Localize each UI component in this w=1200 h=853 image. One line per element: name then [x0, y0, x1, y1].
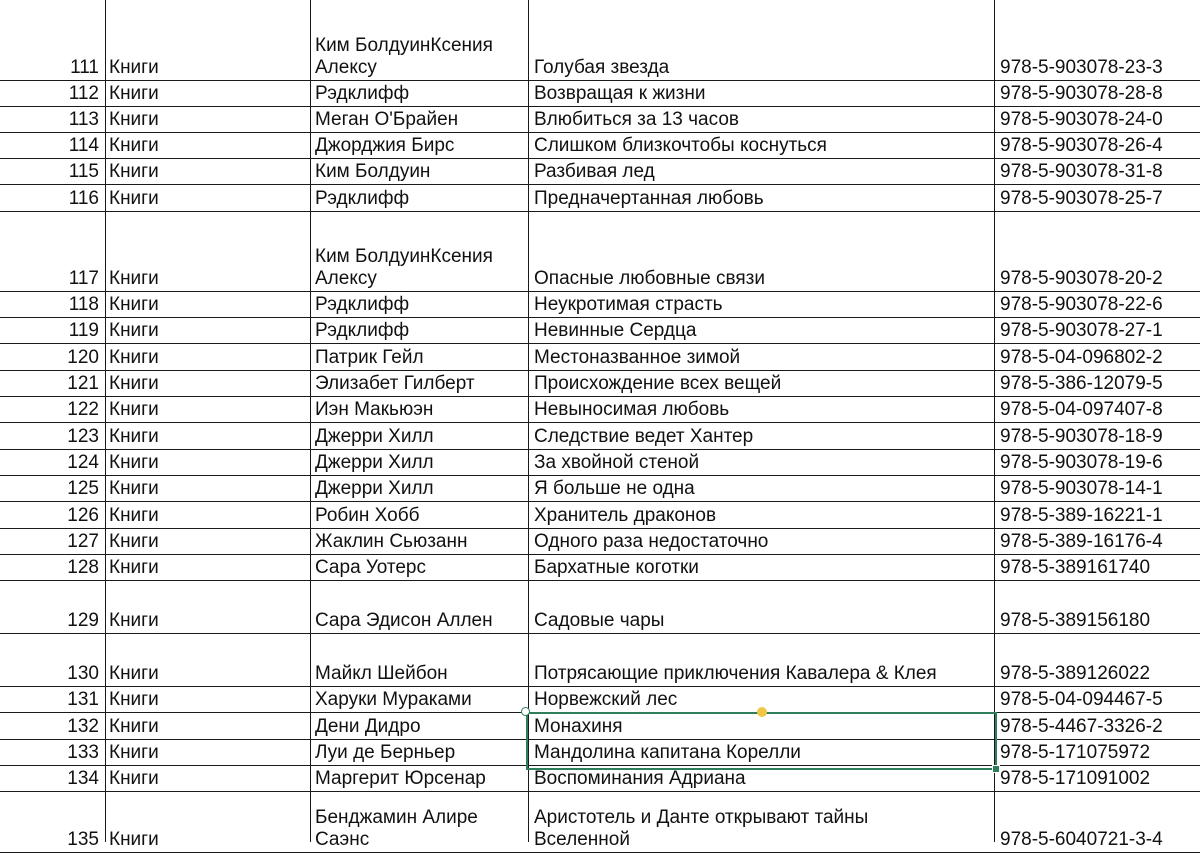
table-row	[0, 81, 1200, 107]
table-row	[0, 555, 1200, 581]
title-cell-line: Аристотель и Данте открывают тайны	[534, 807, 869, 828]
category-cell[interactable]: Книги	[109, 294, 159, 315]
table-row	[0, 185, 1200, 212]
table-row	[0, 344, 1200, 371]
author-cell[interactable]	[310, 397, 528, 422]
category-cell[interactable]: Книги	[109, 610, 159, 631]
title-cell[interactable]	[528, 371, 994, 396]
row-number-cell[interactable]: 123	[67, 426, 99, 447]
row-number-cell[interactable]: 120	[67, 347, 99, 368]
title-cell-line: Вселенной	[534, 829, 630, 850]
row-number-cell[interactable]: 115	[68, 161, 99, 182]
title-cell[interactable]	[528, 159, 994, 184]
title-cell[interactable]	[528, 450, 994, 475]
author-cell[interactable]	[310, 0, 528, 80]
title-cell-line: Влюбиться за 13 часов	[534, 109, 739, 130]
category-cell[interactable]: Книги	[109, 399, 159, 420]
author-cell-line: Луи де Берньер	[315, 742, 456, 763]
author-cell[interactable]	[310, 581, 528, 633]
author-cell-line: Джорджия Бирс	[315, 135, 455, 156]
title-cell-line: Норвежский лес	[534, 689, 678, 710]
isbn-cell[interactable]: 978-5-04-094467-5	[1000, 689, 1163, 710]
title-cell[interactable]	[528, 502, 994, 528]
isbn-cell[interactable]: 978-5-903078-24-0	[1000, 109, 1163, 130]
author-cell-line: Рэдклифф	[315, 188, 410, 209]
table-row	[0, 529, 1200, 555]
title-cell[interactable]	[528, 476, 994, 501]
author-cell[interactable]	[310, 318, 528, 343]
title-cell[interactable]	[528, 555, 994, 580]
table-row	[0, 159, 1200, 185]
category-cell[interactable]: Книги	[109, 557, 159, 578]
author-cell[interactable]	[310, 766, 528, 791]
title-cell-line: Слишком близкочтобы коснуться	[534, 135, 827, 156]
author-cell[interactable]	[310, 476, 528, 501]
column-divider	[105, 0, 106, 842]
title-cell-line: Одного раза недостаточно	[534, 531, 769, 552]
row-number-cell[interactable]: 125	[67, 478, 99, 499]
isbn-cell[interactable]: 978-5-389-16176-4	[1000, 531, 1163, 552]
author-cell-line: Ким Болдуин	[315, 161, 431, 182]
title-cell-line: Происхождение всех вещей	[534, 373, 782, 394]
author-cell[interactable]	[310, 792, 528, 852]
author-cell-line: Жаклин Сьюзанн	[315, 531, 468, 552]
row-number-cell[interactable]: 127	[67, 531, 99, 552]
author-cell[interactable]	[310, 423, 528, 449]
isbn-cell[interactable]: 978-5-386-12079-5	[1000, 373, 1163, 394]
table-row	[0, 687, 1200, 713]
author-cell[interactable]	[310, 107, 528, 132]
row-number-cell[interactable]: 113	[68, 109, 99, 130]
title-cell[interactable]	[528, 344, 994, 370]
table-row	[0, 423, 1200, 450]
column-divider	[310, 0, 311, 842]
isbn-cell[interactable]: 978-5-903078-14-1	[1000, 478, 1163, 499]
table-row	[0, 397, 1200, 423]
category-cell[interactable]: Книги	[109, 161, 159, 182]
title-cell-line: Возвращая к жизни	[534, 83, 706, 104]
author-cell-line: Майкл Шейбон	[315, 663, 448, 684]
category-cell[interactable]: Книги	[109, 188, 159, 209]
category-cell[interactable]: Книги	[109, 663, 159, 684]
author-cell-line: Патрик Гейл	[315, 347, 424, 368]
author-cell-line: Дени Дидро	[315, 716, 421, 737]
isbn-cell[interactable]: 978-5-903078-18-9	[1000, 426, 1163, 447]
row-number-cell[interactable]: 111	[70, 57, 99, 78]
title-cell-line: Хранитель драконов	[534, 505, 717, 526]
isbn-cell[interactable]: 978-5-04-096802-2	[1000, 347, 1163, 368]
row-number-cell[interactable]: 117	[68, 268, 99, 289]
row-number-cell[interactable]: 132	[67, 716, 99, 737]
row-number-cell[interactable]: 134	[67, 768, 99, 789]
title-cell[interactable]	[528, 792, 994, 852]
title-cell-line: Голубая звезда	[534, 57, 670, 78]
row-number-cell[interactable]: 119	[68, 320, 99, 341]
title-cell[interactable]	[528, 81, 994, 106]
author-cell-line: Иэн Макьюэн	[315, 399, 434, 420]
author-cell[interactable]	[310, 555, 528, 580]
title-cell-line: Бархатные коготки	[534, 557, 699, 578]
row-number-cell[interactable]: 131	[67, 689, 99, 710]
row-number-cell[interactable]: 116	[68, 188, 99, 209]
isbn-cell[interactable]: 978-5-903078-22-6	[1000, 294, 1163, 315]
category-cell[interactable]: Книги	[109, 768, 159, 789]
title-cell[interactable]	[528, 185, 994, 211]
category-cell[interactable]: Книги	[109, 689, 159, 710]
author-cell-line: Джерри Хилл	[315, 426, 434, 447]
title-cell-line: Невинные Сердца	[534, 320, 697, 341]
title-cell-line: Садовые чары	[534, 610, 665, 631]
category-cell[interactable]: Книги	[109, 268, 159, 289]
author-cell[interactable]	[310, 740, 528, 765]
title-cell-line: Мандолина капитана Корелли	[534, 742, 801, 763]
category-cell[interactable]: Книги	[109, 83, 159, 104]
isbn-cell[interactable]: 978-5-171091002	[1000, 768, 1151, 789]
isbn-cell[interactable]: 978-5-389126022	[1000, 663, 1151, 684]
title-cell[interactable]	[528, 212, 994, 291]
author-cell[interactable]	[310, 344, 528, 370]
row-number-cell[interactable]: 122	[67, 399, 99, 420]
title-cell-line: Опасные любовные связи	[534, 268, 765, 289]
title-cell-line: Предначертанная любовь	[534, 188, 764, 209]
author-cell-line: Харуки Мураками	[315, 689, 472, 710]
author-cell-line: Саэнс	[315, 829, 370, 850]
selection-move-handle[interactable]	[757, 707, 767, 717]
title-cell-line: Монахиня	[534, 716, 623, 737]
table-row	[0, 502, 1200, 529]
isbn-cell[interactable]: 978-5-903078-19-6	[1000, 452, 1163, 473]
author-cell-line: Рэдклифф	[315, 294, 410, 315]
table-row	[0, 371, 1200, 397]
isbn-cell[interactable]: 978-5-6040721-3-4	[1000, 829, 1163, 850]
author-cell-line: Ким БолдуинКсения	[315, 35, 493, 56]
title-cell-line: Следствие ведет Хантер	[534, 426, 754, 447]
table-row	[0, 133, 1200, 159]
row-number-cell[interactable]: 114	[68, 135, 99, 156]
author-cell[interactable]	[310, 634, 528, 686]
category-cell[interactable]: Книги	[109, 452, 159, 473]
author-cell-line: Рэдклифф	[315, 83, 410, 104]
category-cell[interactable]: Книги	[109, 320, 159, 341]
category-cell[interactable]: Книги	[109, 478, 159, 499]
isbn-cell[interactable]: 978-5-171075972	[1000, 742, 1151, 763]
isbn-cell[interactable]: 978-5-389161740	[1000, 557, 1151, 578]
author-cell[interactable]	[310, 529, 528, 554]
author-cell[interactable]	[310, 212, 528, 291]
table-row	[0, 581, 1200, 634]
title-cell-line: Разбивая лед	[534, 161, 655, 182]
isbn-cell[interactable]: 978-5-4467-3326-2	[1000, 716, 1163, 737]
title-cell-line: Местоназванное зимой	[534, 347, 741, 368]
author-cell-line: Алексу	[315, 57, 377, 78]
isbn-cell[interactable]: 978-5-389-16221-1	[1000, 505, 1163, 526]
selection-resize-handle[interactable]	[521, 707, 530, 716]
row-number-cell[interactable]: 130	[67, 663, 99, 684]
author-cell-line: Бенджамин Алире	[315, 807, 478, 828]
title-cell-line: Воспоминания Адриана	[534, 768, 746, 789]
isbn-cell[interactable]: 978-5-04-097407-8	[1000, 399, 1163, 420]
author-cell[interactable]	[310, 292, 528, 317]
row-number-cell[interactable]: 126	[67, 505, 99, 526]
isbn-cell[interactable]: 978-5-903078-26-4	[1000, 135, 1163, 156]
category-cell[interactable]: Книги	[109, 109, 159, 130]
row-number-cell[interactable]: 135	[67, 829, 99, 850]
title-cell[interactable]	[528, 107, 994, 132]
author-cell-line: Маргерит Юрсенар	[315, 768, 486, 789]
author-cell-line: Ким БолдуинКсения	[315, 246, 493, 267]
author-cell-line: Робин Хобб	[315, 505, 420, 526]
author-cell-line: Сара Эдисон Аллен	[315, 610, 493, 631]
author-cell-line: Алексу	[315, 268, 377, 289]
author-cell[interactable]	[310, 133, 528, 158]
isbn-cell[interactable]: 978-5-903078-25-7	[1000, 188, 1163, 209]
title-cell[interactable]	[528, 0, 994, 80]
author-cell[interactable]	[310, 371, 528, 396]
title-cell[interactable]	[528, 292, 994, 317]
table-row	[0, 292, 1200, 318]
row-number-cell[interactable]: 124	[67, 452, 99, 473]
table-row	[0, 212, 1200, 292]
title-cell[interactable]	[528, 397, 994, 422]
title-cell[interactable]	[528, 581, 994, 633]
author-cell-line: Джерри Хилл	[315, 452, 434, 473]
table-row	[0, 107, 1200, 133]
isbn-cell[interactable]: 978-5-903078-23-3	[1000, 57, 1163, 78]
table-row	[0, 318, 1200, 344]
cell-selection-range[interactable]	[526, 712, 997, 770]
isbn-cell[interactable]: 978-5-389156180	[1000, 610, 1151, 631]
row-number-cell[interactable]: 112	[68, 83, 99, 104]
author-cell-line: Элизабет Гилберт	[315, 373, 475, 394]
category-cell[interactable]: Книги	[109, 829, 159, 850]
row-number-cell[interactable]: 118	[68, 294, 99, 315]
row-number-cell[interactable]: 121	[67, 373, 99, 394]
author-cell[interactable]	[310, 687, 528, 712]
title-cell[interactable]	[528, 318, 994, 343]
title-cell-line: Невыносимая любовь	[534, 399, 730, 420]
title-cell[interactable]	[528, 634, 994, 686]
title-cell-line: Неукротимая страсть	[534, 294, 723, 315]
author-cell[interactable]	[310, 450, 528, 475]
title-cell[interactable]	[528, 133, 994, 158]
author-cell[interactable]	[310, 713, 528, 739]
title-cell-line: За хвойной стеной	[534, 452, 700, 473]
author-cell[interactable]	[310, 81, 528, 106]
fill-handle[interactable]	[992, 765, 1000, 773]
row-number-cell[interactable]: 133	[67, 742, 99, 763]
category-cell[interactable]: Книги	[109, 347, 159, 368]
category-cell[interactable]: Книги	[109, 57, 159, 78]
title-cell-line: Я больше не одна	[534, 478, 695, 499]
table-row	[0, 634, 1200, 687]
author-cell-line: Джерри Хилл	[315, 478, 434, 499]
author-cell-line: Рэдклифф	[315, 320, 410, 341]
author-cell[interactable]	[310, 159, 528, 184]
table-row	[0, 450, 1200, 476]
isbn-cell[interactable]: 978-5-903078-27-1	[1000, 320, 1163, 341]
category-cell[interactable]: Книги	[109, 531, 159, 552]
isbn-cell[interactable]: 978-5-903078-20-2	[1000, 268, 1163, 289]
title-cell[interactable]	[528, 423, 994, 449]
title-cell[interactable]	[528, 529, 994, 554]
table-row	[0, 0, 1200, 81]
author-cell[interactable]	[310, 185, 528, 211]
title-cell-line: Потрясающие приключения Кавалера & Клея	[534, 663, 937, 684]
isbn-cell[interactable]: 978-5-903078-31-8	[1000, 161, 1163, 182]
row-number-cell[interactable]: 129	[67, 610, 99, 631]
category-cell[interactable]: Книги	[109, 135, 159, 156]
author-cell-line: Сара Уотерс	[315, 557, 426, 578]
category-cell[interactable]: Книги	[109, 373, 159, 394]
table-row	[0, 792, 1200, 853]
isbn-cell[interactable]: 978-5-903078-28-8	[1000, 83, 1163, 104]
category-cell[interactable]: Книги	[109, 742, 159, 763]
category-cell[interactable]: Книги	[109, 716, 159, 737]
table-row	[0, 476, 1200, 502]
author-cell[interactable]	[310, 502, 528, 528]
row-number-cell[interactable]: 128	[67, 557, 99, 578]
category-cell[interactable]: Книги	[109, 505, 159, 526]
category-cell[interactable]: Книги	[109, 426, 159, 447]
author-cell-line: Меган О'Брайен	[315, 109, 459, 130]
